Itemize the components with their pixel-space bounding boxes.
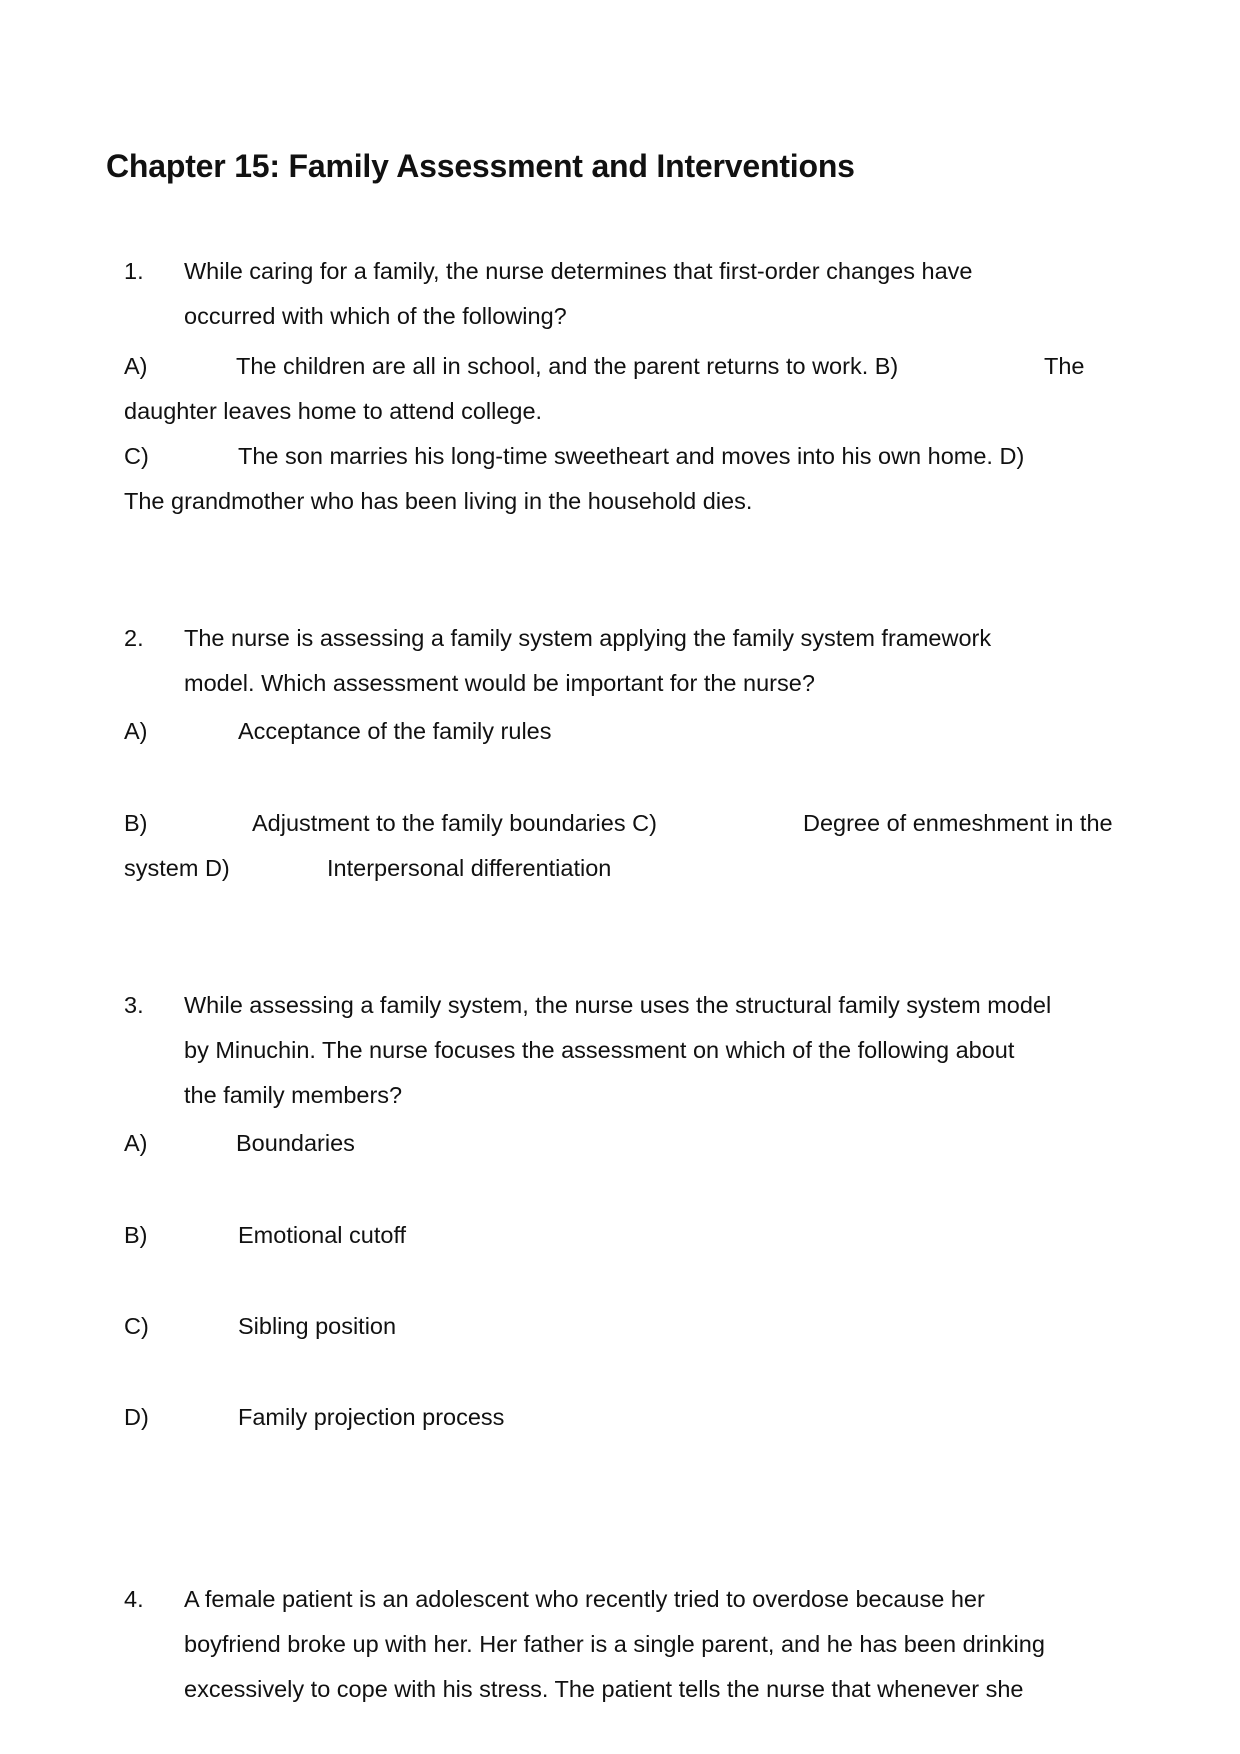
option-label: C) [124,1313,149,1339]
question-stem-line: model. Which assessment would be important for the nurse? [184,670,815,696]
question-number: 3. [124,992,144,1018]
option-text: Family projection process [238,1404,505,1430]
option-text: Adjustment to the family boundaries C) [252,810,657,836]
question-stem-line: A female patient is an adolescent who recently tried to overdose because her [184,1586,985,1612]
option-text: daughter leaves home to attend college. [124,398,543,424]
option-text: Sibling position [238,1313,397,1339]
option-text: Boundaries [236,1130,355,1156]
question-number: 1. [124,258,144,284]
option-label: system D) [124,855,230,881]
option-label: C) [124,443,149,469]
question-stem-line: While caring for a family, the nurse determines that first-order changes have [184,258,973,284]
question-stem-line: by Minuchin. The nurse focuses the assessment on which of the following about [184,1037,1015,1063]
option-text: The son marries his long-time sweetheart and moves into his own home. D) [238,443,1025,469]
option-label: A) [124,353,148,379]
option-label: D) [124,1404,149,1430]
option-text: Degree of enmeshment in the [803,810,1113,836]
question-number: 4. [124,1586,144,1612]
option-text: The [1044,353,1085,379]
option-label: B) [124,1222,148,1248]
option-label: B) [124,810,148,836]
question-number: 2. [124,625,144,651]
option-label: A) [124,1130,148,1156]
option-text: The children are all in school, and the parent returns to work. B) [236,353,899,379]
option-text: Interpersonal differentiation [327,855,612,881]
question-stem-line: While assessing a family system, the nurse uses the structural family system model [184,992,1052,1018]
option-text: Acceptance of the family rules [238,718,552,744]
question-stem-line: boyfriend broke up with her. Her father is a single parent, and he has been drinking [184,1631,1045,1657]
question-stem-line: The nurse is assessing a family system applying the family system framework [184,625,992,651]
chapter-title: Chapter 15: Family Assessment and Interventions [106,148,855,184]
question-stem-line: occurred with which of the following? [184,303,567,329]
question-stem-line: the family members? [184,1082,403,1108]
option-text: The grandmother who has been living in the household dies. [124,488,753,514]
option-label: A) [124,718,148,744]
question-stem-line: excessively to cope with his stress. The patient tells the nurse that whenever she [184,1676,1024,1702]
option-text: Emotional cutoff [238,1222,407,1248]
